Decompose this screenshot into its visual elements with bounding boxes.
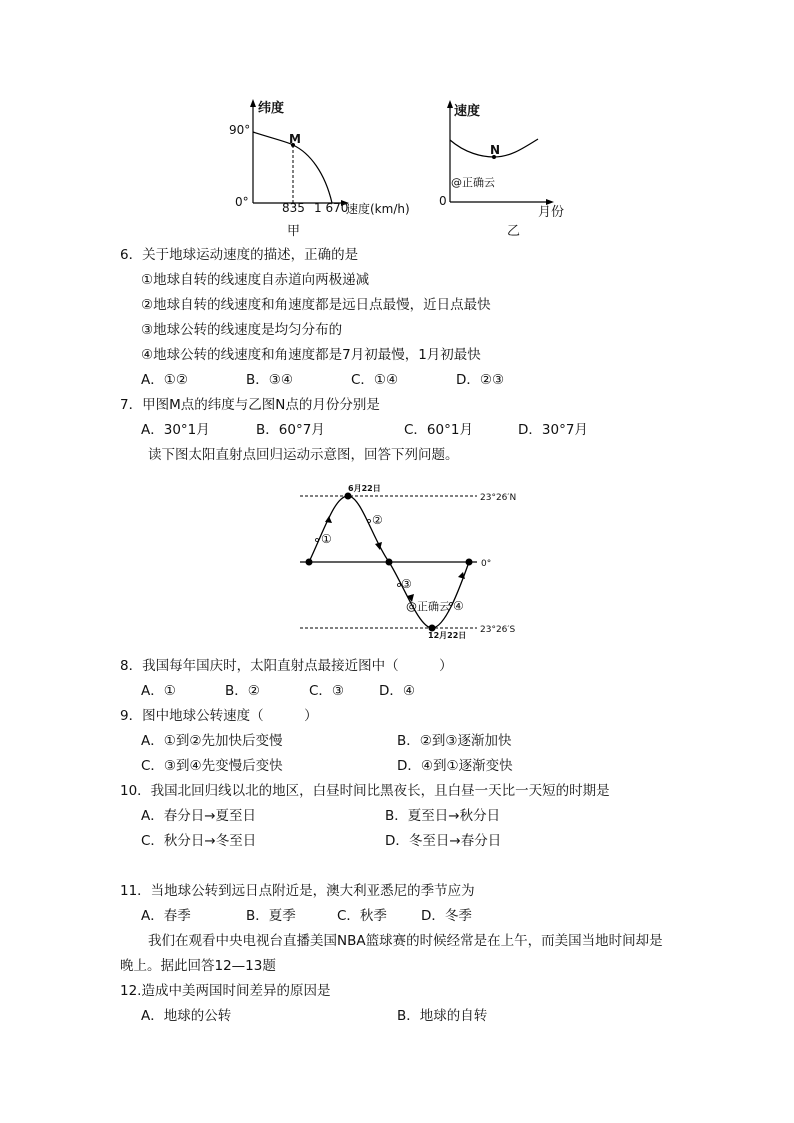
tropic-south-label: 23°26′S [480, 625, 516, 635]
q11-option-c: C．秋季 [337, 908, 387, 924]
y-zero-label: 0° [235, 195, 249, 209]
q6-stem: 6．关于地球运动速度的描述，正确的是 [120, 247, 359, 263]
q7-option-b: B．60°7月 [256, 422, 325, 438]
q9-option-b: B．②到③逐渐加快 [397, 733, 512, 749]
q7-option-c: C．60°1月 [404, 422, 473, 438]
point-n-label: N [490, 143, 501, 157]
point-start [306, 559, 313, 566]
caption-jia: 甲 [287, 224, 301, 239]
q6-option-d: D．②③ [456, 372, 505, 388]
point-m-label: M [289, 132, 301, 146]
xlabel: 速度(km/h) [346, 202, 410, 216]
q8-option-b: B．② [225, 683, 260, 699]
q9-stem: 9．图中地球公转速度（ ） [120, 708, 318, 724]
tropic-north-label: 23°26′N [480, 493, 517, 503]
y-top-label: 90° [229, 123, 251, 137]
marker-1: ① [321, 532, 332, 546]
jun22-label: 6月22日 [348, 484, 381, 493]
q6-option-c: C．①④ [351, 372, 399, 388]
x-tick-1670: 1 670 [314, 201, 349, 215]
q10-stem: 10．我国北回归线以北的地区，白昼时间比黑夜长，且白昼一天比一天短的时期是 [120, 783, 610, 799]
q8-option-a: A．① [141, 683, 176, 699]
arrow-1 [325, 516, 332, 523]
q12-stem: 12.造成中美两国时间差异的原因是 [120, 983, 331, 999]
watermark: @正确云 [451, 176, 495, 189]
q11-option-a: A．春季 [141, 908, 191, 924]
marker-3: ③ [401, 577, 412, 591]
watermark: @正确云 [406, 600, 450, 613]
marker-2: ② [372, 513, 383, 527]
q8-stem: 8．我国每年国庆时，太阳直射点最接近图中（ ） [120, 658, 453, 674]
ylabel: 纬度 [258, 101, 285, 116]
q6-statement-4: ④地球公转的线速度和角速度都是7月初最慢，1月初最快 [141, 347, 481, 363]
figure-sun-direct-point [295, 480, 525, 645]
xlabel: 月份 [538, 205, 565, 220]
figure-jia [225, 95, 415, 240]
q8-option-c: C．③ [309, 683, 345, 699]
y-arrow [447, 100, 453, 108]
q6-option-b: B．③④ [246, 372, 293, 388]
q12-option-a: A．地球的公转 [141, 1008, 232, 1024]
q6-statement-2: ②地球自转的线速度和角速度都是远日点最慢，近日点最快 [141, 297, 491, 313]
q12-option-b: B．地球的自转 [397, 1008, 488, 1024]
point-jun22 [345, 493, 352, 500]
q7-option-a: A．30°1月 [141, 422, 210, 438]
intro-12-13-line1: 我们在观看中央电视台直播美国NBA篮球赛的时候经常是在上午，而美国当地时间却是 [148, 933, 663, 949]
equator-label: 0° [481, 559, 492, 569]
intro-12-13-line2: 晚上。据此回答12—13题 [120, 958, 276, 974]
marker-1-dot [316, 539, 319, 542]
q9-option-a: A．①到②先加快后变慢 [141, 733, 283, 749]
y-arrow [250, 99, 256, 107]
q10-option-b: B．夏至日→秋分日 [385, 808, 501, 824]
origin-label: 0 [439, 194, 447, 208]
q9-option-c: C．③到④先变慢后变快 [141, 758, 283, 774]
q10-option-c: C．秋分日→冬至日 [141, 833, 257, 849]
arrow-4 [458, 572, 465, 579]
q8-option-d: D．④ [379, 683, 415, 699]
point-end [466, 559, 473, 566]
figure-yi [410, 95, 585, 240]
q10-option-d: D．冬至日→春分日 [385, 833, 502, 849]
q6-statement-3: ③地球公转的线速度是均匀分布的 [141, 322, 343, 338]
point-equinox [386, 559, 393, 566]
q11-option-b: B．夏季 [246, 908, 296, 924]
reading-intro: 读下图太阳直射点回归运动示意图，回答下列问题。 [148, 447, 459, 463]
q11-stem: 11．当地球公转到远日点附近是，澳大利亚悉尼的季节应为 [120, 883, 475, 899]
caption-yi: 乙 [507, 224, 521, 239]
q10-option-a: A．春分日→夏至日 [141, 808, 257, 824]
ylabel: 速度 [454, 104, 481, 119]
q9-option-d: D．④到①逐渐变快 [397, 758, 513, 774]
q6-statement-1: ①地球自转的线速度自赤道向两极递减 [141, 272, 370, 288]
q11-option-d: D．冬季 [421, 908, 472, 924]
marker-4: ④ [453, 599, 464, 613]
q7-option-d: D．30°7月 [518, 422, 588, 438]
x-tick-835: 835 [282, 201, 305, 215]
q7-stem: 7．甲图M点的纬度与乙图N点的月份分别是 [120, 397, 380, 413]
dec22-label: 12月22日 [428, 631, 467, 640]
q6-option-a: A．①② [141, 372, 188, 388]
